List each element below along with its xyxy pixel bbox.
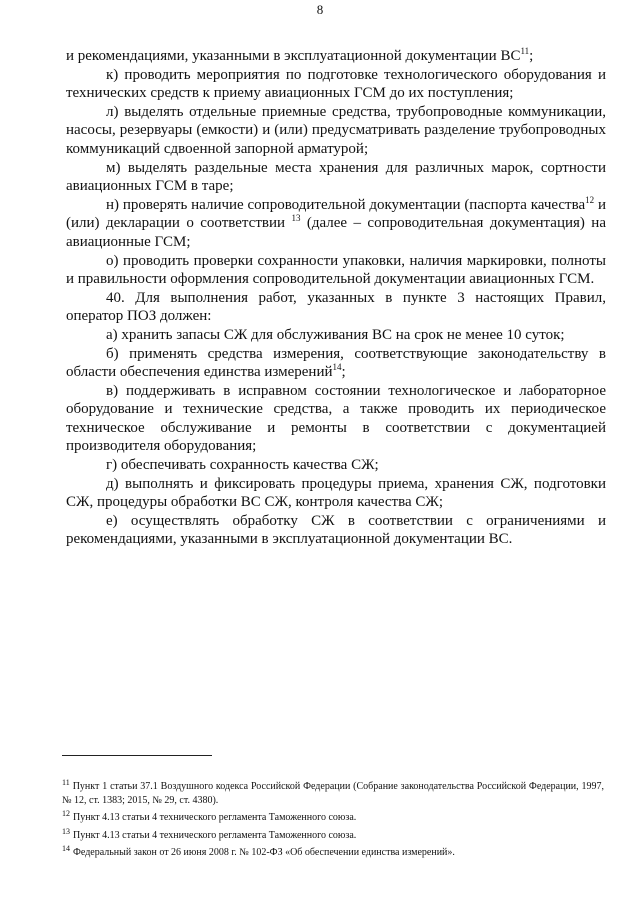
footnote-separator — [62, 755, 212, 756]
paragraph-item-e: е) осуществлять обработку СЖ в соответствии с ограничениями и рекомендациями, указанными в эксплуатационной документации ВС. — [66, 512, 606, 548]
paragraph-item-v: в) поддерживать в исправном состоянии технологическое и лабораторное оборудование и технические средства, а также проводить их периодическое техническое обслуживание и ремонты в соответствии с документацией производителя оборудования; — [66, 382, 606, 455]
paragraph-clause-40: 40. Для выполнения работ, указанных в пункте 3 настоящих Правил, оператор ПОЗ должен: — [66, 289, 606, 325]
footnote-ref-12[interactable]: 12 — [585, 194, 595, 205]
footnote-ref-14[interactable]: 14 — [332, 362, 342, 373]
paragraph-item-g: г) обеспечивать сохранность качества СЖ; — [106, 457, 379, 474]
footnote-ref-11[interactable]: 11 — [520, 46, 530, 56]
paragraph-item-k: к) проводить мероприятия по подготовке технологического оборудования и технических средств к приему авиационных ГСМ до их поступления; — [66, 66, 606, 102]
page-number: 8 — [316, 2, 324, 17]
paragraph-continuation: и рекомендациями, указанными в эксплуатационной документации ВС$^{11}$; — [66, 46, 534, 64]
paragraph-item-d: д) выполнять и фиксировать процедуры приема, хранения СЖ, подготовки СЖ, процедуры обработки ВС СЖ, контроля качества СЖ; — [66, 475, 606, 511]
paragraph-item-b: б) применять средства измерения, соответствующие законодательству в области обеспечения единства измерений$^{14}$; — [66, 345, 606, 381]
paragraph-item-n: н) проверять наличие сопроводительной документации (паспорта качества$^{12}$ и (или) декларации о соответствии $^{13}$ (далее – сопроводительная документация) на авиационные ГСМ; — [66, 194, 607, 250]
paragraph-item-a: а) хранить запасы СЖ для обслуживания ВС на срок не менее 10 суток; — [106, 326, 565, 343]
footnote-11: $^{11}$ Пункт 1 статьи 37.1 Воздушного кодекса Российской Федерации (Собрание законодательства Российской Федерации, 1997, № 12, ст. 1383; 2015, № 29, ст. 4380). — [62, 778, 604, 806]
paragraph-item-o: о) проводить проверки сохранности упаковки, наличия маркировки, полноты и правильности оформления сопроводительной документации авиационных ГСМ. — [66, 252, 606, 288]
footnote-12: $^{12}$ Пункт 4.13 статьи 4 технического регламента Таможенного союза. — [62, 809, 357, 823]
paragraph-item-l: л) выделять отдельные приемные средства, трубопроводные коммуникации, насосы, резервуары (емкости) и (или) предусматривать разделение трубопроводных коммуникаций сдвоенной запорной арматурой; — [66, 103, 606, 157]
footnote-13: $^{13}$ Пункт 4.13 статьи 4 технического регламента Таможенного союза. — [62, 826, 357, 841]
footnote-ref-13[interactable]: 13 — [291, 213, 301, 224]
body-text — [66, 47, 606, 549]
footnotes — [62, 780, 604, 864]
paragraph-item-m: м) выделять раздельные места хранения для различных марок, сортности авиационных ГСМ в таре; — [66, 159, 606, 195]
footnote-14: $^{14}$ Федеральный закон от 26 июня 2008 г. № 102-ФЗ «Об обеспечении единства измерений». — [62, 844, 455, 858]
